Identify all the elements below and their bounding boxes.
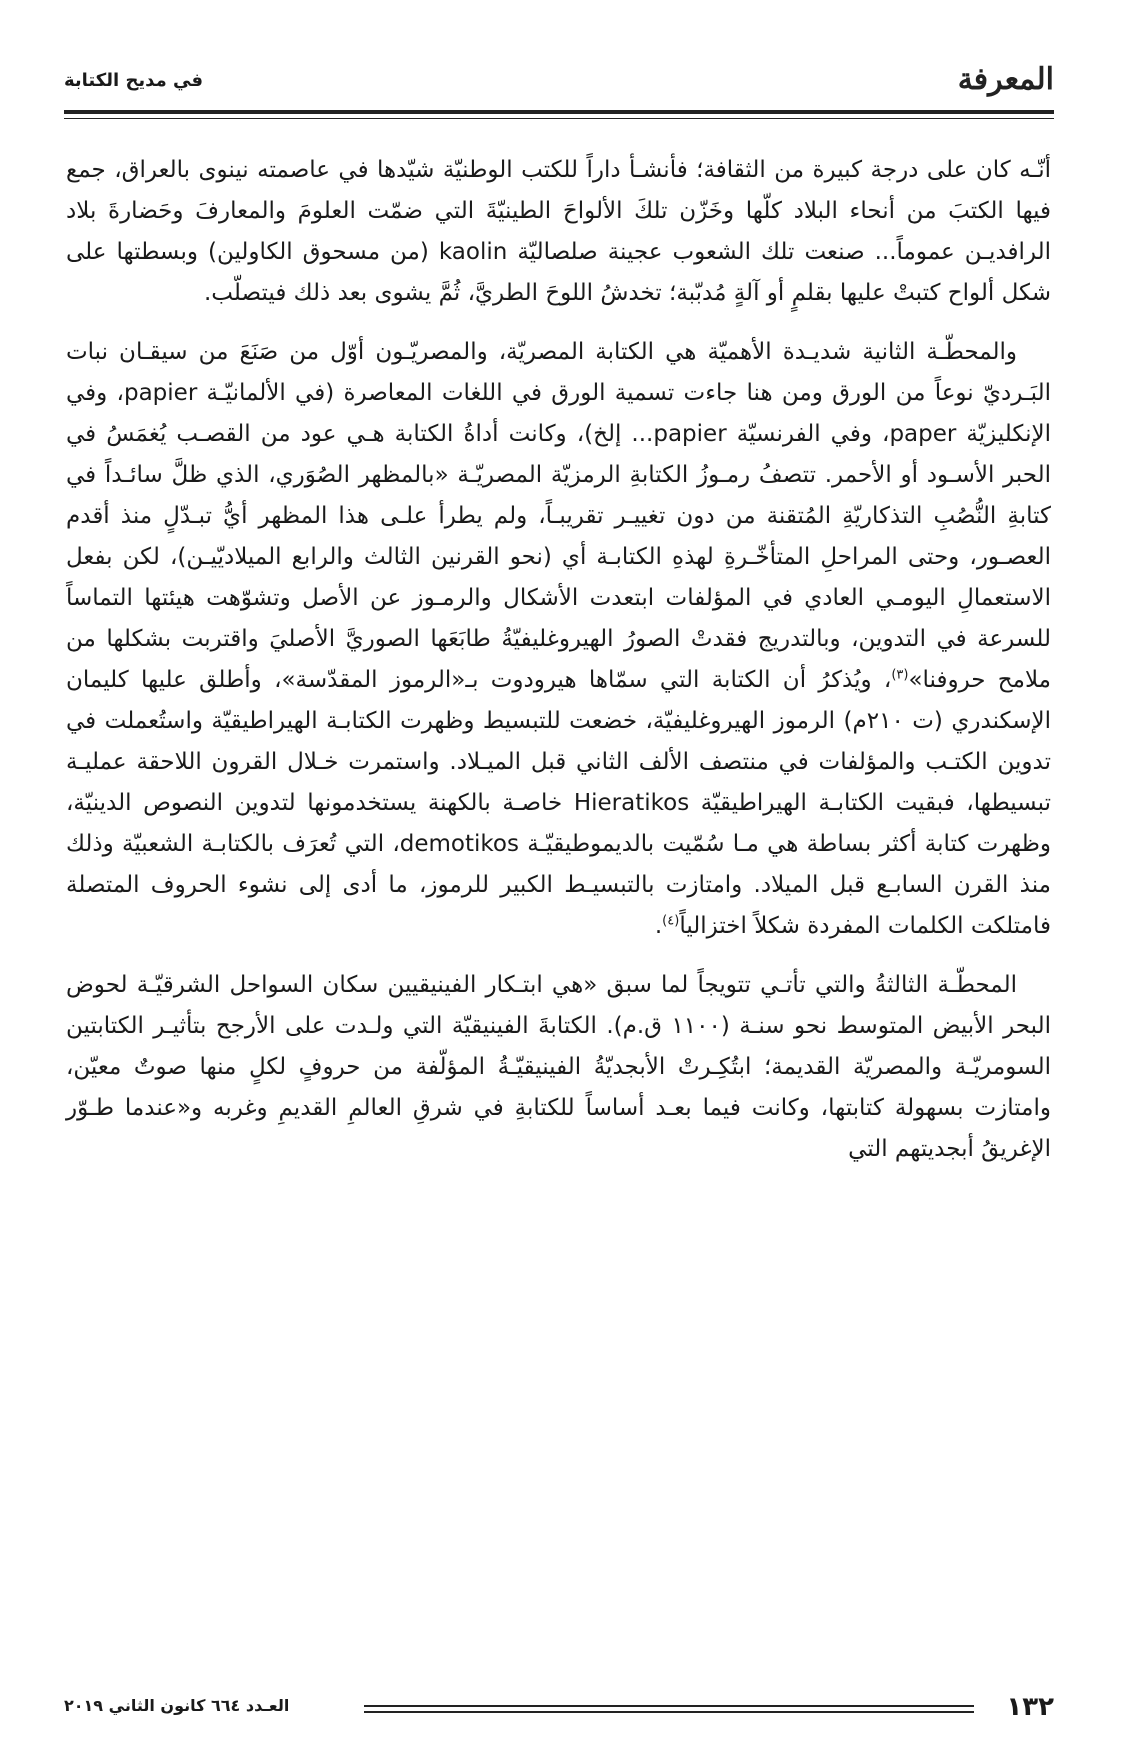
header-rule-thin xyxy=(64,118,1054,119)
article-body xyxy=(66,150,1051,1188)
running-title: في مديح الكتابة xyxy=(64,70,203,91)
footer-rule xyxy=(364,1711,974,1713)
issue-info: العـدد ٦٦٤ كانون الثاني ٢٠١٩ xyxy=(64,1696,290,1715)
paragraph-text: والمحطّـة الثانية شديـدة الأهميّة هي الكتابة المصريّة، والمصريّـون أوّل من صَنَعَ من سيقـان نبات البَـرديّ نوعاً من الورق ومن هنا جاءت تسمية الورق في اللغات المعاصرة (في الألمانيّـة papier، وفي الإنكليزيّة paper، وفي الفرنسيّة papier... إلخ)، وكانت أداةُ الكتابة هـي عود من القصـب يُغمَسُ في الحبر الأسـود أو الأحمر. تتصفُ رمـوزُ الكتابةِ الرمزيّة المصريّـة «بالمظهر الصُوَري، الذي ظلَّ سائـداً في كتابةِ النُّصُبِ التذكاريّةِ المُتقنة من دون تغييـر تقريبـاً، ولم يطرأ علـى هذا المظهر أيُّ تبـدّلٍ منذ أقدم العصـور، وحتى المراحلِ المتأخّـرةِ لهذهِ الكتابـة أي (نحو القرنين الثالث والرابع الميلاديّيـن)، لكن بفعل الاستعمالِ اليومـي العادي في المؤلفات ابتعدت الأشكال والرمـوز عن الأصل وتشوّهت هيئتها التماساً للسرعة في التدوين، وبالتدريج فقدتْ الصورُ الهيروغليفيّةُ طابَعَها الصوريَّ الأصليَ واقتربت بشكلها من ملامح حروفنا» xyxy=(66,339,1052,693)
footer-rule xyxy=(364,1705,974,1707)
paragraph-text: أنّـه كان على درجة كبيرة من الثقافة؛ فأنشـأ داراً للكتب الوطنيّة شيّدها في عاصمته نينوى بالعراق، جمع فيها الكتبَ من أنحاء البلاد كلّها وخَزّن تلكَ الألواحَ الطينيّةَ التي ضمّت العلومَ والمعارفَ وحَضارةَ بلاد الرافديـن عموماً... صنعت تلك الشعوب عجينة صلصاليّة kaolin (من مسحوق الكاولين) وبسطتها على شكل ألواح كتبتْ عليها بقلمٍ أو آلةٍ مُدبّبة؛ تخدشُ اللوحَ الطريَّ، ثُمَّ يشوى بعد ذلك فيتصلّب. xyxy=(66,157,1051,306)
page-footer xyxy=(64,1692,1054,1724)
paragraph: والمحطّـة الثانية شديـدة الأهميّة هي الكتابة المصريّة، والمصريّـون أوّل من صَنَعَ من سيقـان نبات البَـرديّ نوعاً من الورق ومن هنا جاءت تسمية الورق في اللغات المعاصرة (في الألمانيّـة papier، وفي الإنكليزيّة paper، وفي الفرنسيّة papier... إلخ)، وكانت أداةُ الكتابة هـي عود من القصـب يُغمَسُ في الحبر الأسـود أو الأحمر. تتصفُ رمـوزُ الكتابةِ الرمزيّة المصريّـة «بالمظهر الصُوَري، الذي ظلَّ سائـداً في كتابةِ النُّصُبِ التذكاريّةِ المُتقنة من دون تغييـر تقريبـاً، ولم يطرأ علـى هذا المظهر أيُّ تبـدّلٍ منذ أقدم العصـور، وحتى المراحلِ المتأخّـرةِ لهذهِ الكتابـة أي (نحو القرنين الثالث والرابع الميلاديّيـن)، لكن بفعل الاستعمالِ اليومـي العادي في المؤلفات ابتعدت الأشكال والرمـوز عن الأصل وتشوّهت هيئتها التماساً للسرعة في التدوين، وبالتدريج فقدتْ الصورُ الهيروغليفيّةُ طابَعَها الصوريَّ الأصليَ واقتربت بشكلها من ملامح حروفنا»$^{(٣)}$، ويُذكرُ أن الكتابة التي سمّاها هيرودوت بـ«الرموز المقدّسة»، وأطلق عليها كليمان الإسكندري (ت ٢١٠م) الرموز الهيروغليفيّة، خضعت للتبسيط وظهرت الكتابـة الهيراطيقيّة واستُعملت في تدوين الكتـب والمؤلفات في منتصف الألف الثاني قبل الميـلاد. واستمرت خـلال القرون اللاحقة عمليـة تبسيطها، فبقيت الكتابـة الهيراطيقيّة Hieratikos خاصـة بالكهنة يستخدمونها لتدوين النصوص الدينيّة، وظهرت كتابة أكثر بساطة هي مـا سُمّيت بالديموطيقيّـة demotikos، التي تُعرَف بالكتابـة الشعبيّة وذلك منذ القرن السابـع قبل الميلاد. وامتازت بالتبسيـط الكبير للرموز، ما أدى إلى نشوء الحروف المتصلة فامتلكت الكلمات المفردة شكلاً اختزالياً$^{(٤)}$. xyxy=(66,339,1052,939)
paragraph xyxy=(66,150,1051,314)
footnote-marker: (٤) xyxy=(662,913,680,929)
header-rule xyxy=(64,110,1054,114)
page-number: ١٣٢ xyxy=(1006,1692,1054,1722)
journal-logo: المعرفة xyxy=(957,62,1054,97)
footnote-marker: (٣) xyxy=(891,667,909,683)
page-header xyxy=(64,62,1054,102)
paragraph-text: المحطّـة الثالثةُ والتي تأتـي تتويجاً لما سبق «هي ابتـكار الفينيقيين سكان السواحل الشرقيّـة لحوض البحر الأبيض المتوسط نحو سنـة (١١٠٠ ق.م). الكتابةَ الفينيقيّة التي ولـدت على الأرجح بتأثيـر الكتابتين السومريّـة والمصريّة القديمة؛ ابتُكِـرتْ الأبجديّةُ الفينيقيّـةُ المؤلّفة من حروفٍ لكلٍ منها صوتٌ معيّن، وامتازت بسهولة كتابتها، وكانت فيما بعـد أساساً للكتابةِ في شرقِ العالمِ القديمِ وغربه و«عندما طـوّر الإغريقُ أبجديتهم التي xyxy=(66,972,1051,1162)
paragraph xyxy=(66,965,1051,1170)
paragraph-text: ، ويُذكرُ أن الكتابة التي سمّاها هيرودوت بـ«الرموز المقدّسة»، وأطلق عليها كليمان الإسكندري (ت ٢١٠م) الرموز الهيروغليفيّة، خضعت للتبسيط وظهرت الكتابـة الهيراطيقيّة واستُعملت في تدوين الكتـب والمؤلفات في منتصف الألف الثاني قبل الميـلاد. واستمرت خـلال القرون اللاحقة عمليـة تبسيطها، فبقيت الكتابـة الهيراطيقيّة Hieratikos خاصـة بالكهنة يستخدمونها لتدوين النصوص الدينيّة، وظهرت كتابة أكثر بساطة هي مـا سُمّيت بالديموطيقيّـة demotikos، التي تُعرَف بالكتابـة الشعبيّة وذلك منذ القرن السابـع قبل الميلاد. وامتازت بالتبسيـط الكبير للرموز، ما أدى إلى نشوء الحروف المتصلة فامتلكت الكلمات المفردة شكلاً اختزالياً xyxy=(66,667,1051,939)
